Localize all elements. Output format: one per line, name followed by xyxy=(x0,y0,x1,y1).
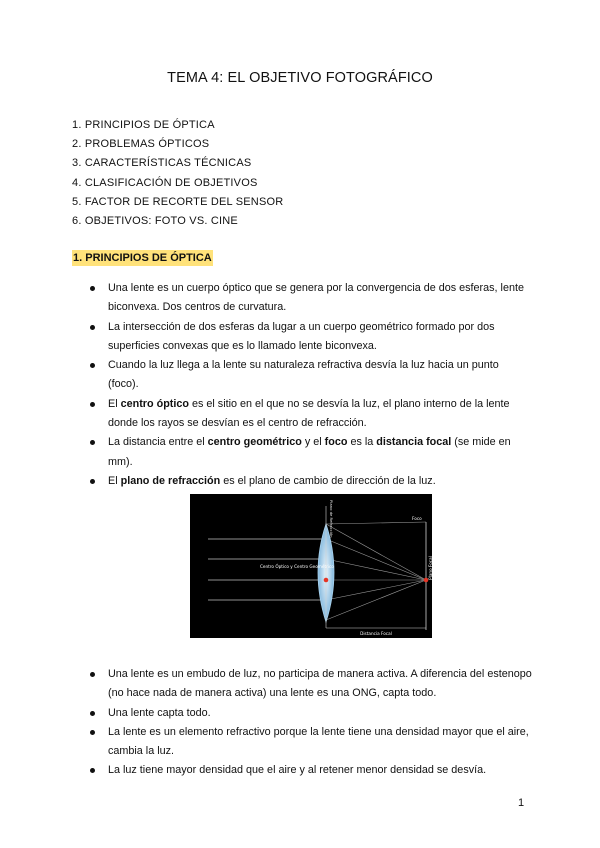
toc-item: 1. PRINCIPIOS DE ÓPTICA xyxy=(72,119,215,131)
list-item xyxy=(72,472,532,491)
text-run: Cuando la luz llega a la lente su naturaleza refractiva desvía la luz hacia un punto (foco). xyxy=(108,359,499,391)
text-run: es el plano de cambio de dirección de la luz. xyxy=(220,474,436,487)
text-run: El xyxy=(108,397,121,410)
ray xyxy=(326,580,426,620)
list-item xyxy=(72,279,532,318)
bold-term: centro óptico xyxy=(120,397,189,410)
text-run: La distancia entre el xyxy=(108,436,208,449)
toc-item: 3. CARACTERÍSTICAS TÉCNICAS xyxy=(72,157,252,170)
text-run: Una lente es un cuerpo óptico que se genera por la convergencia de dos esferas, lente biconvexa. Dos centros de curvatura. xyxy=(108,282,524,314)
bold-term: centro geométrico xyxy=(207,436,302,449)
text-run: El xyxy=(108,474,121,487)
focus-label: Foco xyxy=(412,516,422,521)
list-item xyxy=(72,318,532,357)
incoming-rays xyxy=(208,539,326,600)
converging-rays xyxy=(326,522,426,620)
lens-diagram-svg xyxy=(190,494,432,638)
section-heading: 1. PRINCIPIOS DE ÓPTICA xyxy=(73,252,212,264)
table-of-contents xyxy=(72,116,283,231)
bullet-list-principles xyxy=(72,279,532,491)
center-point xyxy=(324,578,329,583)
ray xyxy=(326,524,426,580)
ray xyxy=(326,539,426,580)
list-item xyxy=(72,433,532,472)
text-run: es la xyxy=(347,436,377,449)
toc-item: 6. OBJETIVOS: FOTO VS. CINE xyxy=(72,214,238,227)
text-run: (se mide en mm). xyxy=(108,436,511,468)
text-run: La lente es un elemento refractivo porque la lente tiene una densidad mayor que el aire, cambia la luz. xyxy=(108,725,529,758)
bullet-list-lens-notes xyxy=(72,665,532,781)
refraction-plane-label: Plano de Refracción xyxy=(329,500,334,538)
text-run: y el xyxy=(301,436,325,449)
text-run: La luz tiene mayor densidad que el aire y al retener menor densidad se desvía. xyxy=(108,764,487,777)
bold-term: foco xyxy=(324,436,348,449)
list-item xyxy=(72,723,532,762)
list-item xyxy=(72,704,532,723)
list-item xyxy=(72,761,532,780)
text-run: Una lente capta todo. xyxy=(108,706,211,719)
ray xyxy=(326,580,426,600)
text-run: La intersección de dos esferas da lugar a un cuerpo geométrico formado por dos superficies convexas que es lo llamado lente biconvexa. xyxy=(108,320,495,352)
focal-distance-label: Distancia Focal xyxy=(360,631,392,636)
toc-item: 2. PROBLEMAS ÓPTICOS xyxy=(72,138,210,151)
list-item xyxy=(72,356,532,395)
center-label: Centro Óptico y Centro Geométrico xyxy=(260,564,334,569)
focal-plane-label: Plano Focal xyxy=(428,556,433,580)
page-title: TEMA 4: EL OBJETIVO FOTOGRÁFICO xyxy=(167,70,433,86)
ray xyxy=(326,522,426,524)
text-run: es el sitio en el que no se desvía la luz, el plano interno de la lente donde los rayos se desvían es el centro de refracción. xyxy=(108,397,510,430)
bold-term: distancia focal xyxy=(376,436,452,449)
toc-item: 4. CLASIFICACIÓN DE OBJETIVOS xyxy=(72,176,258,189)
lens-diagram xyxy=(190,494,432,638)
page-number: 1 xyxy=(518,797,525,809)
toc-item: 5. FACTOR DE RECORTE DEL SENSOR xyxy=(72,195,284,208)
bold-term: plano de refracción xyxy=(120,474,221,487)
ray xyxy=(326,559,426,580)
list-item xyxy=(72,665,532,704)
list-item xyxy=(72,395,532,434)
text-run: Una lente es un embudo de luz, no participa de manera activa. A diferencia del estenopo (no hace nada de manera activa) una lente es una ONG, capta todo. xyxy=(108,668,532,700)
